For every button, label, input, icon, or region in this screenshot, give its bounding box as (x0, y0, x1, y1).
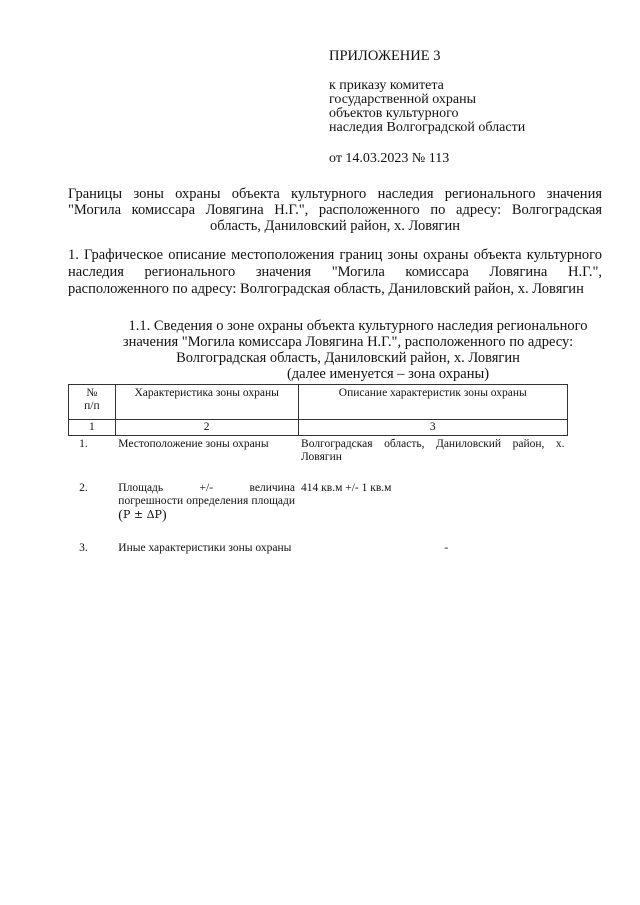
appendix-date: от 14.03.2023 № 113 (329, 151, 450, 166)
subsection-line-4: (далее именуется – зона охраны) (286, 366, 490, 382)
appendix-line-2: государственной охраны (329, 92, 477, 107)
row-characteristic (115, 480, 298, 540)
row-num: 3. (79, 542, 88, 554)
appendix-line-4: наследия Волгоградской области (329, 120, 526, 135)
appendix-line-1: к приказу комитета (329, 78, 444, 93)
table-row (69, 436, 568, 481)
subsection-line-2: значения "Могила комиссара Ловягина Н.Г.", расположенного по адресу: (122, 334, 574, 350)
subsection-1-1-heading (88, 318, 608, 382)
subsection-line-1: 1.1. Сведения о зоне охраны объекта культурного наследия регионального (128, 318, 588, 334)
table-row (69, 480, 568, 540)
protection-zone-table (68, 384, 568, 578)
formula-close-paren: ) (161, 508, 167, 523)
index-cell-1: 1 (69, 420, 116, 436)
row-description: - (444, 542, 449, 554)
row-num: 1. (79, 438, 88, 450)
table-row (69, 540, 568, 578)
table-index-row (69, 420, 568, 436)
document-title: Границы зоны охраны объекта культурного наследия регионального значения "Могила комиссара Ловягина Н.Г.", расположенного по адресу: Волгоградская область, Даниловский район, х. Ловягин (68, 186, 602, 234)
formula-open-paren: ( (118, 508, 123, 523)
header-num (69, 385, 116, 420)
subsection-line-3: Волгоградская область, Даниловский район, х. Ловягин (176, 350, 520, 366)
header-num-line-1: № (86, 387, 98, 399)
appendix-header (329, 49, 589, 166)
row-characteristic: Иные характеристики зоны охраны (118, 542, 292, 554)
section-1-heading: 1. Графическое описание местоположения границ зоны охраны объекта культурного наследия регионального значения "Могила комиссара Ловягина Н.Г.", расположенного по адресу: Волгоградская область, Даниловский район, х. Ловягин (68, 247, 602, 297)
header-characteristic: Характеристика зоны охраны (115, 385, 298, 420)
row-characteristic: Местоположение зоны охраны (118, 438, 269, 450)
index-cell-2: 2 (115, 420, 298, 436)
appendix-line-3: объектов культурного (329, 106, 459, 121)
table-header-row (69, 385, 568, 420)
row-num: 2. (79, 482, 88, 494)
header-description: Описание характеристик зоны охраны (298, 385, 567, 420)
index-cell-3: 3 (298, 420, 567, 436)
row-characteristic-text: Площадь +/- величина погрешности определения площади (118, 482, 296, 507)
row-description: 414 кв.м +/- 1 кв.м (301, 482, 392, 494)
row-description: Волгоградская область, Даниловский район, х. Ловягин (301, 438, 565, 463)
area-formula: P ± ΔP (122, 508, 162, 521)
header-num-line-2: п/п (84, 400, 100, 412)
appendix-title: ПРИЛОЖЕНИЕ 3 (329, 48, 441, 64)
